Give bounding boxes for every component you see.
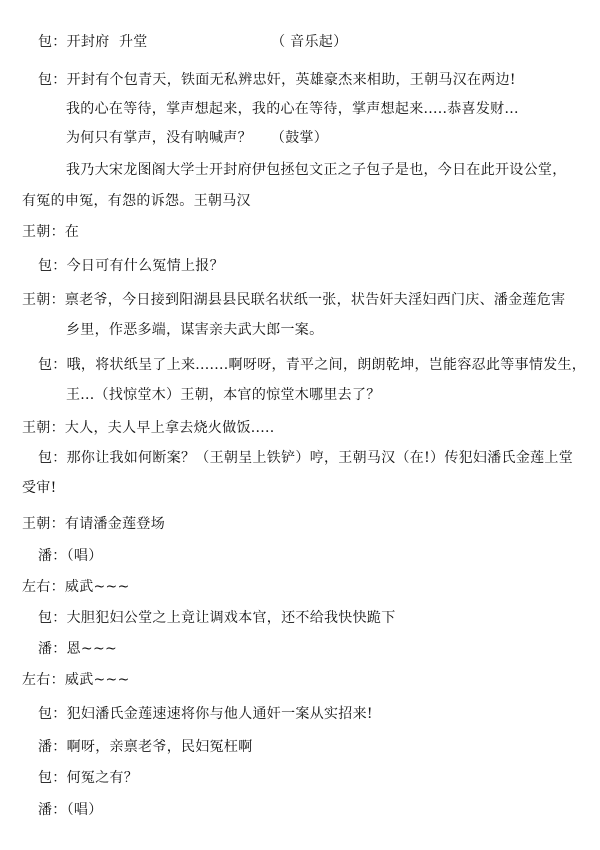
line-text: 威武~~~	[64, 579, 130, 595]
speaker-label: 包：	[38, 357, 67, 373]
dialogue-line	[38, 800, 103, 820]
speaker-label: 王朝：	[22, 420, 65, 436]
line-text: 我乃大宋龙图阁大学士开封府伊包拯包文正之子包子是也，今日在此开设公堂，	[66, 162, 567, 178]
continuation-line	[66, 160, 567, 180]
line-text: 啊呀，亲禀老爷，民妇冤枉啊	[66, 739, 253, 755]
line-text: 乡里，作恶多端，谋害亲夫武大郎一案。	[66, 322, 324, 338]
continuation-line	[66, 99, 519, 119]
line-text: 禀老爷，今日接到阳湖县县民联名状纸一张，状告奸夫淫妇西门庆、潘金莲危害	[64, 292, 566, 308]
line-text: 在	[64, 224, 80, 240]
line-text: 那你让我如何断案？（王朝呈上铁铲）哼，王朝马汉（在!）传犯妇潘氏金莲上堂	[66, 450, 574, 466]
speaker-label: 潘：	[38, 548, 67, 564]
line-text: 哦，将状纸呈了上来.......啊呀呀，青平之间，朗朗乾坤，岂能容忍此等事情发生，	[66, 357, 587, 373]
continuation-line	[22, 478, 57, 498]
speaker-label: 包：	[38, 706, 67, 722]
speaker-label: 潘：	[38, 739, 67, 755]
dialogue-line	[22, 418, 275, 438]
line-text: 受审!	[22, 480, 57, 496]
line-text: 今日可有什么冤情上报？	[66, 258, 224, 274]
dialogue-line	[38, 70, 516, 90]
dialogue-line	[22, 290, 565, 310]
continuation-line	[66, 385, 381, 405]
line-text: 有冤的申冤，有怨的诉怨。王朝马汉	[22, 193, 251, 209]
speaker-label: 包：	[38, 72, 67, 88]
line-text: （唱）	[66, 548, 103, 564]
line-text: 大胆犯妇公堂之上竟让调戏本官，还不给我快快跪下	[66, 610, 396, 626]
speaker-label: 王朝：	[22, 224, 65, 240]
dialogue-line	[38, 768, 138, 788]
dialogue-line	[38, 704, 373, 724]
speaker-label: 包：	[38, 610, 67, 626]
dialogue-line	[22, 577, 130, 597]
line-text: 大人，夫人早上拿去烧火做饭.....	[64, 420, 275, 436]
speaker-label: 左右：	[22, 672, 65, 688]
speaker-label: 王朝：	[22, 292, 65, 308]
line-text: 威武~~~	[64, 672, 130, 688]
line-text: 恩~~~	[66, 641, 118, 657]
line-text: 有请潘金莲登场	[64, 516, 166, 532]
speaker-label: 包：	[38, 258, 67, 274]
line-text: （唱）	[66, 802, 103, 818]
continuation-line	[66, 128, 328, 148]
speaker-label: 包：	[38, 450, 67, 466]
dialogue-line	[38, 608, 396, 628]
line-text: 开封有个包青天，铁面无私辨忠奸，英雄豪杰来相助，王朝马汉在两边!	[66, 72, 516, 88]
line-text: 开封府 升堂 （ 音乐起）	[66, 34, 348, 50]
dialogue-line	[38, 448, 573, 468]
line-text: 王...（找惊堂木）王朝，本官的惊堂木哪里去了？	[66, 387, 381, 403]
speaker-label: 包：	[38, 770, 67, 786]
speaker-label: 包：	[38, 34, 67, 50]
dialogue-line	[38, 546, 103, 566]
continuation-line	[22, 191, 251, 211]
speaker-label: 潘：	[38, 641, 67, 657]
dialogue-line	[22, 670, 130, 690]
speaker-label: 左右：	[22, 579, 65, 595]
line-text: 犯妇潘氏金莲速速将你与他人通奸一案从实招来!	[66, 706, 373, 722]
speaker-label: 王朝：	[22, 516, 65, 532]
line-text: 何冤之有？	[66, 770, 139, 786]
line-text: 我的心在等待，掌声想起来，我的心在等待，掌声想起来.....恭喜发财...	[66, 101, 519, 117]
dialogue-line	[22, 514, 165, 534]
speaker-label: 潘：	[38, 802, 67, 818]
dialogue-line	[38, 32, 347, 52]
line-text: 为何只有掌声，没有呐喊声？ （鼓掌）	[66, 130, 329, 146]
dialogue-line	[38, 737, 253, 757]
continuation-line	[66, 320, 323, 340]
dialogue-line	[38, 639, 117, 659]
dialogue-line	[22, 222, 79, 242]
dialogue-line	[38, 355, 586, 375]
dialogue-line	[38, 256, 224, 276]
